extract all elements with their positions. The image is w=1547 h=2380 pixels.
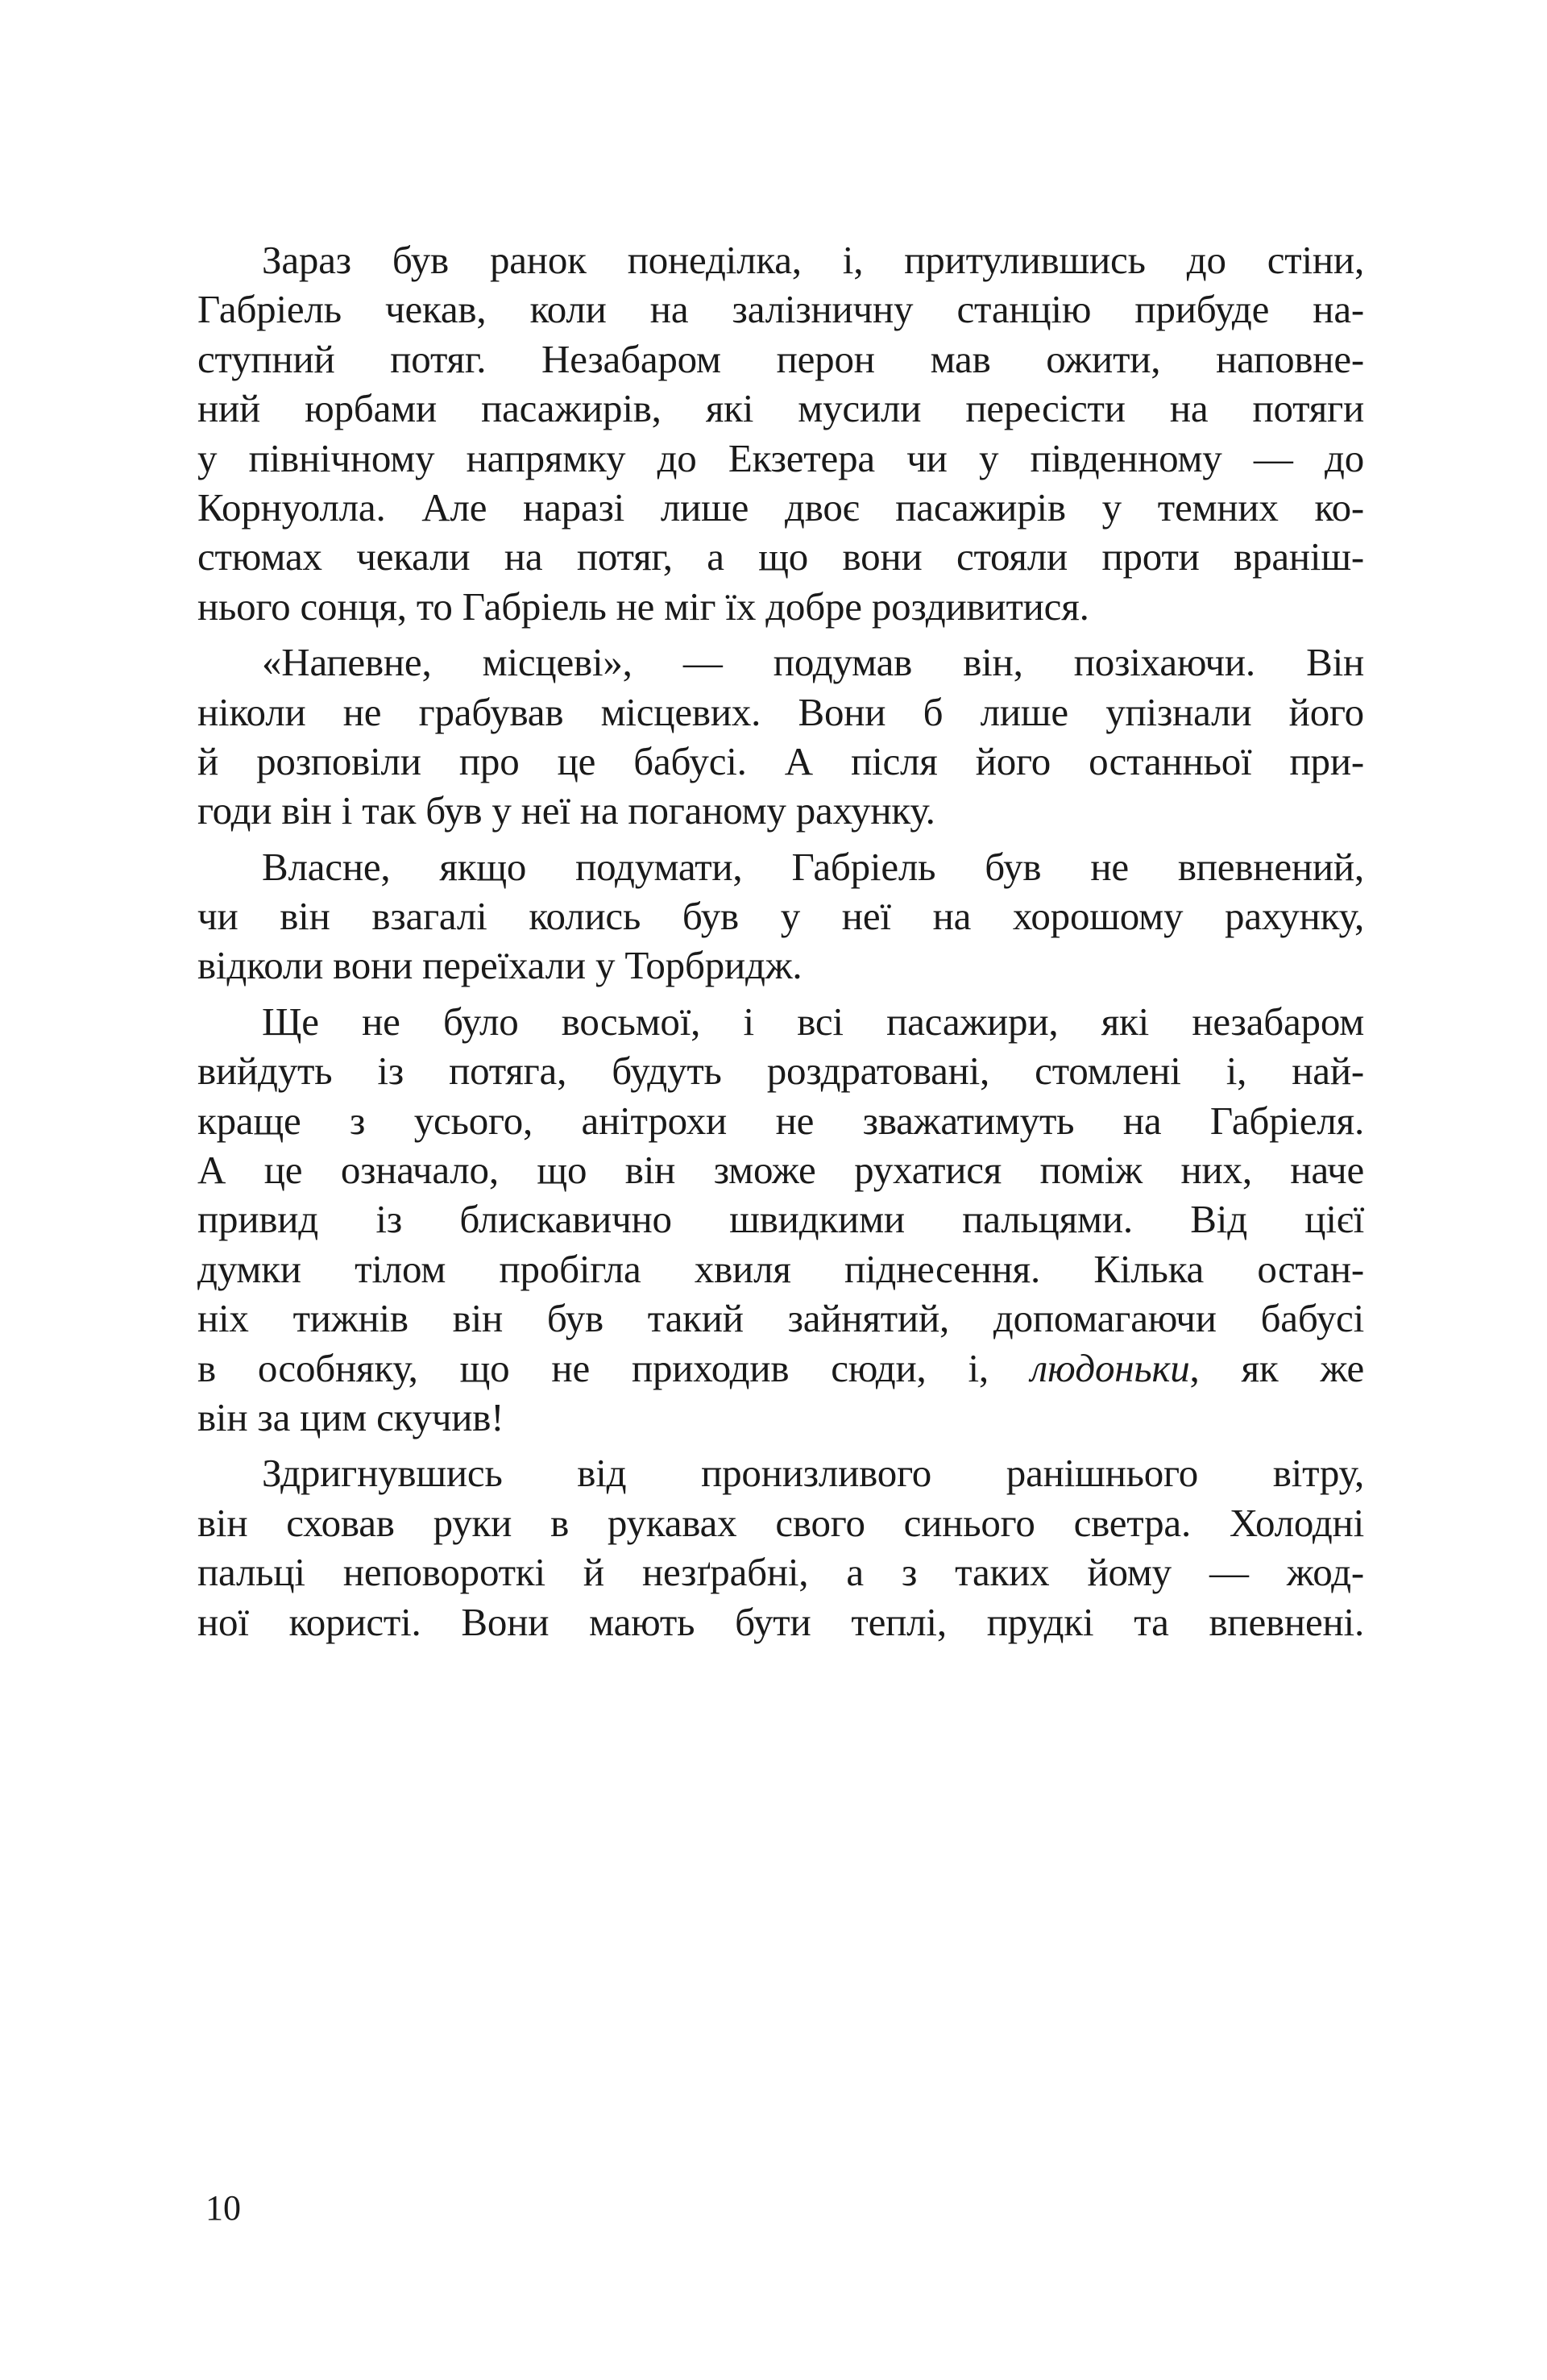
text-line: стюмах чекали на потяг, а що вони стояли проти враніш- xyxy=(197,534,1364,579)
text-line: він за цим скучив! xyxy=(197,1394,504,1439)
text-line: Корнуолла. Але наразі лише двоє пасажирів у темних ко- xyxy=(197,484,1364,530)
text-line: ний юрбами пасажирів, які мусили пересісти на потяги xyxy=(197,386,1364,431)
paragraph-gap xyxy=(197,836,1364,842)
text-line: привид із блискавично швидкими пальцями. Від цієї xyxy=(197,1197,1364,1242)
paragraph-1 xyxy=(197,235,1364,631)
paragraph-4 xyxy=(197,997,1364,1443)
text-line: «Напевне, місцеві», — подумав він, позіхаючи. Він xyxy=(262,640,1364,685)
text-line: відколи вони переїхали у Торбридж. xyxy=(197,943,803,988)
text-line: годи він і так був у неї на поганому рахунку. xyxy=(197,788,935,833)
text-line: у північному напрямку до Екзетера чи у південному — до xyxy=(197,435,1364,480)
text-line: Габріель чекав, коли на залізничну станцію прибуде на- xyxy=(197,287,1364,332)
text-line: ної користі. Вони мають бути теплі, прудкі та впевнені. xyxy=(197,1599,1364,1644)
text-line: вийдуть із потяга, будуть роздратовані, стомлені і, най- xyxy=(197,1049,1364,1094)
text-line: А це означало, що він зможе рухатися поміж них, наче xyxy=(197,1148,1364,1193)
text-line: думки тілом пробігла хвиля піднесення. Кілька остан- xyxy=(197,1246,1364,1291)
text-line: Власне, якщо подумати, Габріель був не впевнений, xyxy=(262,844,1364,889)
text-line: ніколи не грабував місцевих. Вони б лише упізнали його xyxy=(197,689,1364,734)
text-segment: в особняку, що не приходив сюди, і, xyxy=(197,1345,1031,1390)
text-line: пальці неповороткі й незґрабні, а з таких йому — жод- xyxy=(197,1550,1364,1595)
paragraph-2 xyxy=(197,638,1364,836)
text-line: й розповіли про це бабусі. А після його останньої при- xyxy=(197,738,1364,783)
text-line-with-italic xyxy=(197,1344,1364,1393)
paragraph-gap xyxy=(197,991,1364,997)
text-line: ніх тижнів він був такий зайнятий, допомагаючи бабусі xyxy=(197,1296,1364,1341)
text-line: він сховав руки в рукавах свого синього светра. Холодні xyxy=(197,1500,1364,1545)
text-segment: , як же xyxy=(1189,1345,1364,1390)
text-line: Зараз був ранок понеділка, і, притулившись до стіни, xyxy=(262,238,1364,282)
italic-emphasis: людоньки xyxy=(1030,1345,1190,1390)
text-line: нього сонця, то Габріель не міг їх добре роздивитися. xyxy=(197,584,1089,629)
text-line: краще з усього, анітрохи не зважатимуть на Габріеля. xyxy=(197,1098,1364,1143)
paragraph-5 xyxy=(197,1448,1364,1647)
page-number: 10 xyxy=(205,2188,241,2228)
book-page-body xyxy=(197,235,1364,1647)
text-line: ступний потяг. Незабаром перон мав ожити, наповне- xyxy=(197,336,1364,381)
text-line: чи він взагалі колись був у неї на хорошому рахунку, xyxy=(197,894,1364,939)
text-line: Ще не було восьмої, і всі пасажири, які незабаром xyxy=(262,999,1364,1044)
paragraph-gap xyxy=(197,631,1364,638)
text-line: Здригнувшись від пронизливого ранішнього вітру, xyxy=(262,1451,1364,1496)
paragraph-gap xyxy=(197,1442,1364,1448)
paragraph-3 xyxy=(197,842,1364,991)
